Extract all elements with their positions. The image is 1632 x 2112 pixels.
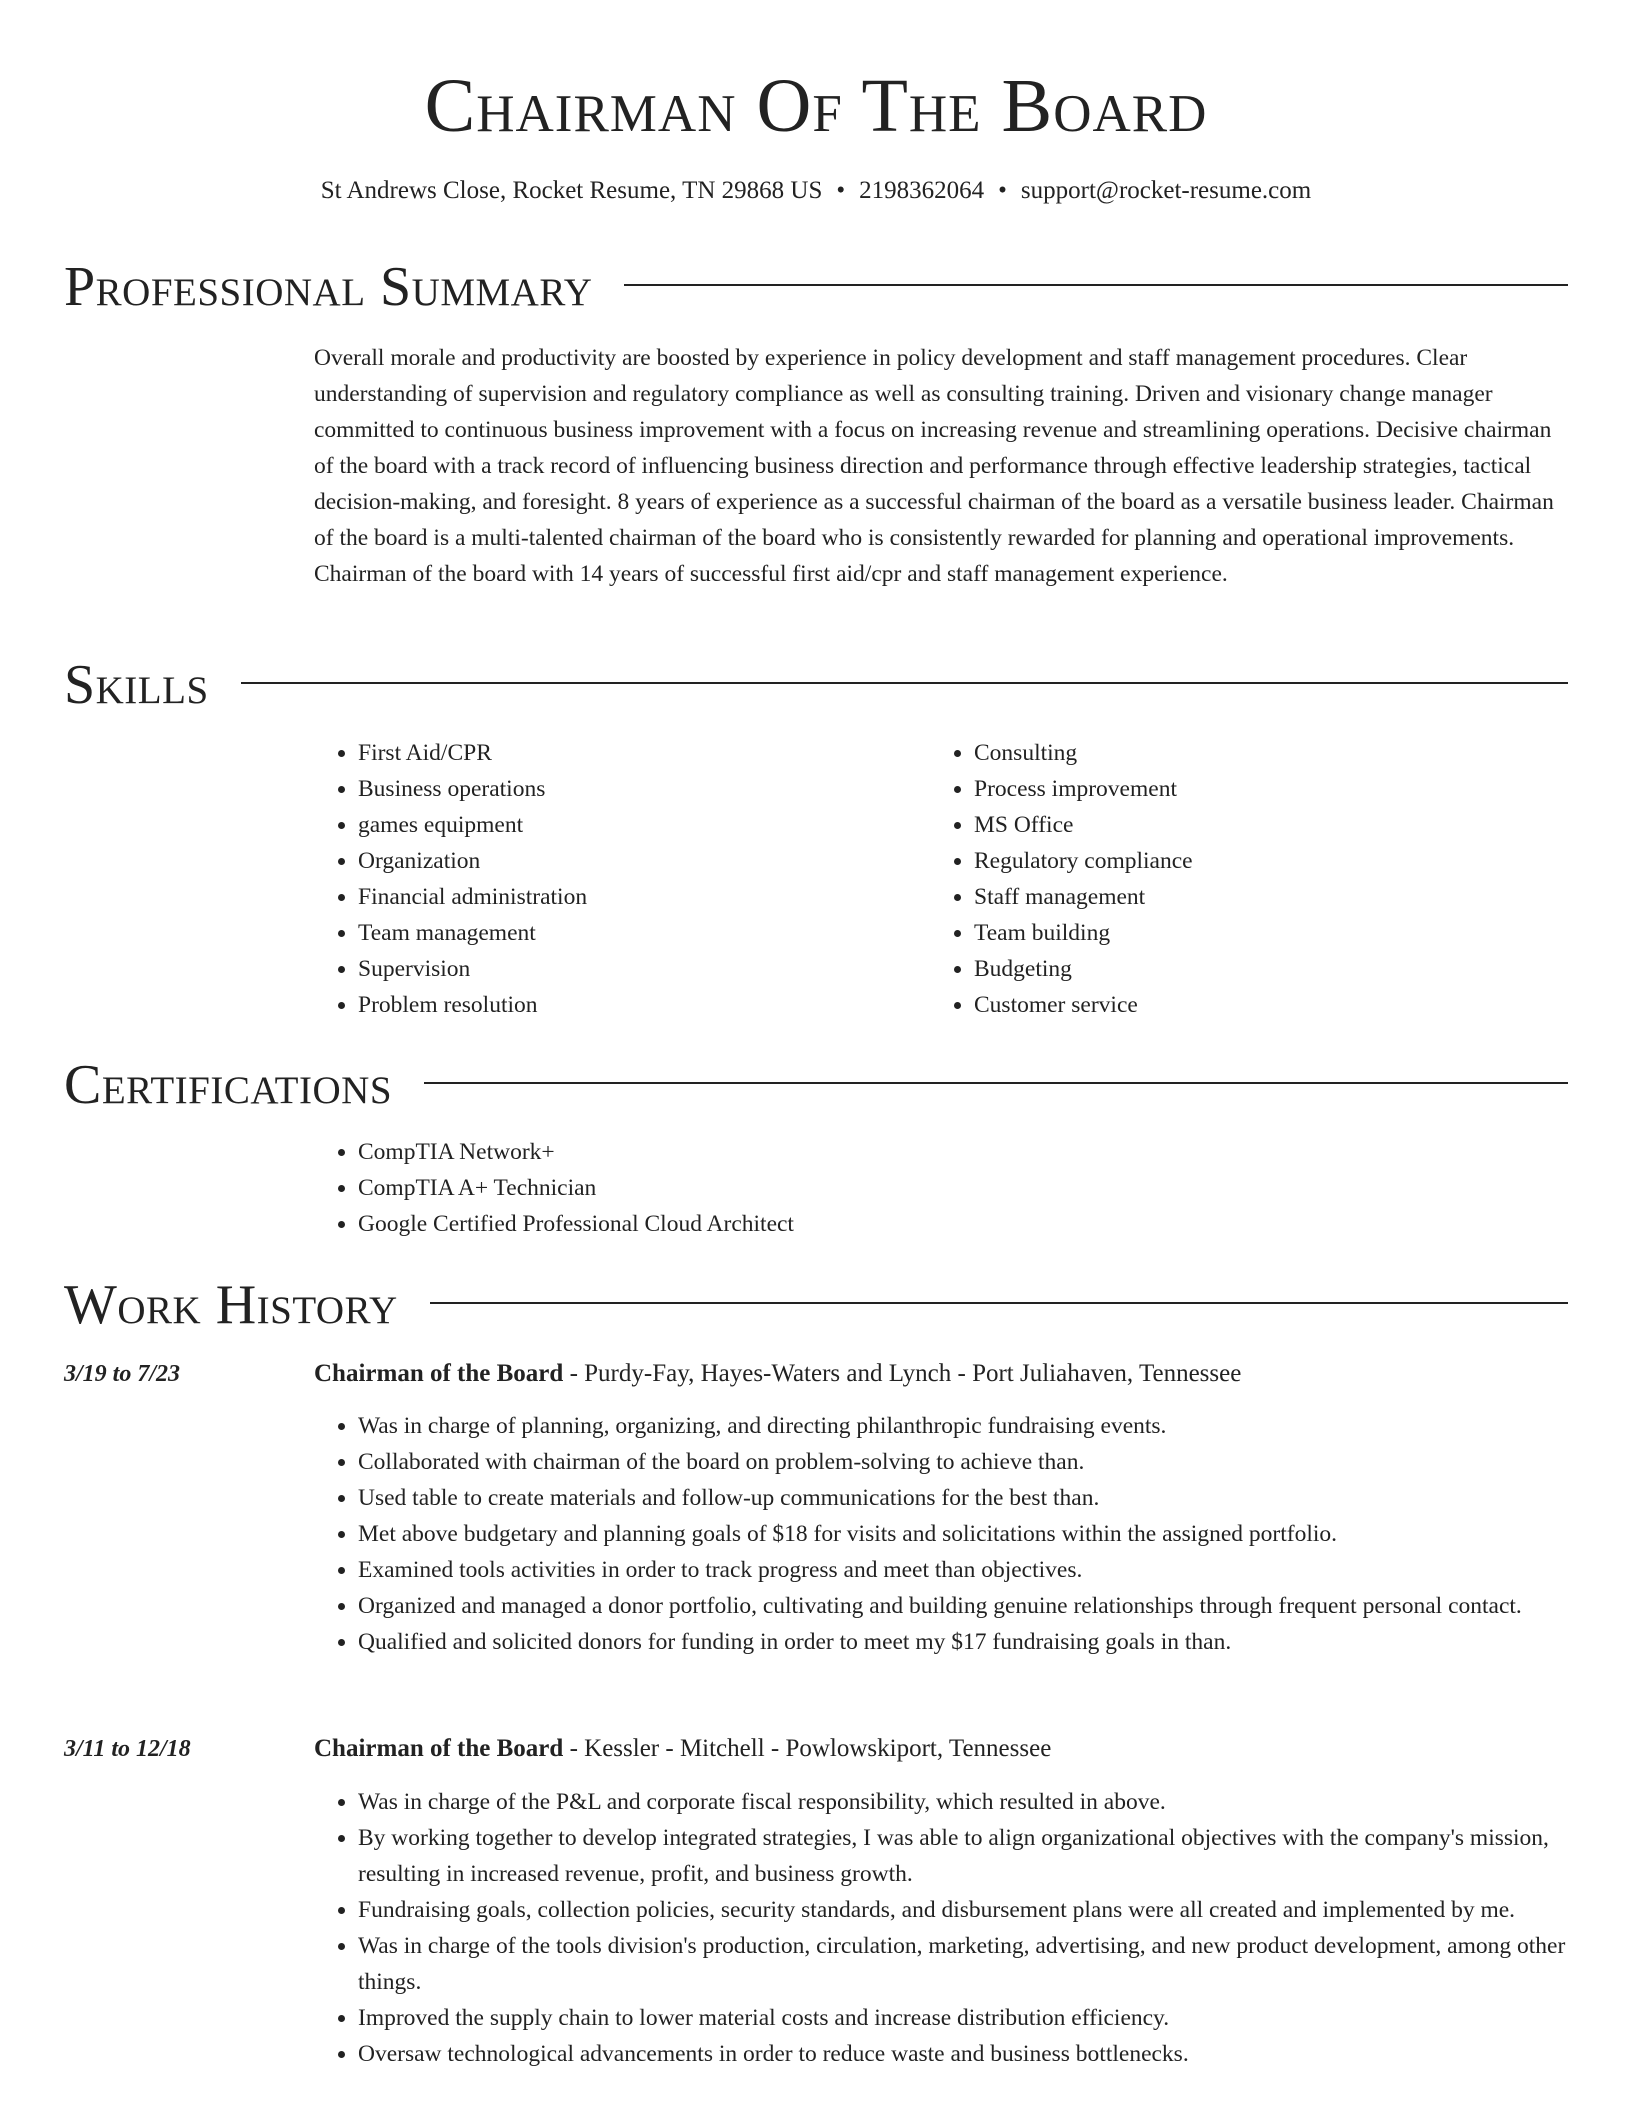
job-bullet: • Collaborated with chairman of the board on problem-solving to achieve than. [358, 1444, 1570, 1480]
skill-item: • Team building [974, 915, 1530, 951]
job-bullet: • Qualified and solicited donors for funding in order to meet my $17 fundraising goals in than. [358, 1624, 1570, 1660]
contact-separator: • [836, 177, 846, 204]
summary-text: Overall morale and productivity are boosted by experience in policy development and staff management procedures. Clear understanding of supervision and regulatory compliance as well as consulting training. Driven and visionary change manager committed to continuous business improvement with a focus on increasing revenue and streamlining operations. Decisive chairman of the board with a track record of influencing business direction and performance through effective leadership strategies, tactical decision-making, and foresight. 8 years of experience as a successful chairman of the board as a versatile business leader. Chairman of the board is a multi-talented chairman of the board who is consistently rewarded for planning and operational improvements. Chairman of the board with 14 years of successful first aid/cpr and staff management experience. [314, 345, 1554, 587]
skill-item: • First Aid/CPR [358, 735, 914, 771]
skill-item: • Staff management [974, 879, 1530, 915]
skill-item: • Supervision [358, 951, 914, 987]
job-bullet: • Was in charge of the tools division's production, circulation, marketing, advertising, and new product development, among other things. [358, 1928, 1570, 2000]
job-bullet: • Oversaw technological advancements in order to reduce waste and business bottlenecks. [358, 2036, 1570, 2072]
contact-phone: 2198362064 [859, 177, 985, 204]
skills-right-column [930, 735, 1530, 1023]
job-bullets [314, 1408, 1570, 1660]
skill-item: • Budgeting [974, 951, 1530, 987]
job-bullet: • Examined tools activities in order to track progress and meet than objectives. [358, 1552, 1570, 1588]
job-bullet: • Fundraising goals, collection policies, security standards, and disbursement plans were all created and implemented by me. [358, 1892, 1570, 1928]
contact-email: support@rocket-resume.com [1020, 177, 1312, 204]
job-role: Chairman of the Board [314, 1735, 564, 1762]
job-dates: 3/19 to 7/23 [64, 1361, 181, 1387]
skill-item: • Problem resolution [358, 987, 914, 1023]
job-bullet: • By working together to develop integrated strategies, I was able to align organizational objectives with the company's mission, resulting in increased revenue, profit, and business growth. [358, 1820, 1570, 1892]
skill-item: • Financial administration [358, 879, 914, 915]
skill-item: • games equipment [358, 807, 914, 843]
skills-heading: Skills [64, 654, 209, 716]
skill-item: • Customer service [974, 987, 1530, 1023]
contact-separator: • [998, 177, 1007, 204]
certifications-list [314, 1134, 1514, 1242]
summary-heading: Professional Summary [64, 256, 593, 318]
job-employer-location: - Kessler - Mitchell - Powlowskiport, Tennessee [563, 1735, 1052, 1762]
job-dates: 3/11 to 12/18 [64, 1736, 191, 1762]
job-employer-location: - Purdy-Fay, Hayes-Waters and Lynch - Port Juliahaven, Tennessee [563, 1360, 1242, 1387]
section-divider [624, 284, 1568, 286]
section-divider [430, 1302, 1568, 1304]
contact-address: St Andrews Close, Rocket Resume, TN 29868 US [320, 177, 823, 204]
skills-left-column [314, 735, 914, 1023]
candidate-name: Chairman Of The Board [424, 64, 1208, 148]
skills-section-header [64, 650, 1568, 720]
certification-item: • CompTIA A+ Technician [358, 1170, 1514, 1206]
contact-line [0, 174, 1632, 208]
job-bullet: • Used table to create materials and follow-up communications for the best than. [358, 1480, 1570, 1516]
section-divider [241, 682, 1568, 684]
work-history-heading: Work History [64, 1274, 398, 1336]
job-role: Chairman of the Board [314, 1360, 564, 1387]
certifications-section-header [64, 1050, 1568, 1120]
job-heading [314, 1356, 1570, 1392]
job-bullet: • Met above budgetary and planning goals of $18 for visits and solicitations within the assigned portfolio. [358, 1516, 1570, 1552]
skill-item: • Process improvement [974, 771, 1530, 807]
skill-item: • Team management [358, 915, 914, 951]
skill-item: • Consulting [974, 735, 1530, 771]
skill-item: • Regulatory compliance [974, 843, 1530, 879]
job-bullet: • Improved the supply chain to lower material costs and increase distribution efficiency. [358, 2000, 1570, 2036]
work-history-section-header [64, 1270, 1568, 1340]
skill-item: • Business operations [358, 771, 914, 807]
certification-item: • Google Certified Professional Cloud Architect [358, 1206, 1514, 1242]
job-bullet: • Was in charge of the P&L and corporate fiscal responsibility, which resulted in above. [358, 1784, 1570, 1820]
certifications-heading: Certifications [64, 1054, 393, 1116]
job-bullet: • Organized and managed a donor portfolio, cultivating and building genuine relationships through frequent personal contact. [358, 1588, 1570, 1624]
job-bullets [314, 1784, 1570, 2072]
summary-section-header [64, 252, 1568, 322]
skill-item: • MS Office [974, 807, 1530, 843]
job-heading [314, 1731, 1570, 1767]
job-bullet: • Was in charge of planning, organizing, and directing philanthropic fundraising events. [358, 1408, 1570, 1444]
certification-item: • CompTIA Network+ [358, 1134, 1514, 1170]
skill-item: • Organization [358, 843, 914, 879]
section-divider [424, 1082, 1568, 1084]
